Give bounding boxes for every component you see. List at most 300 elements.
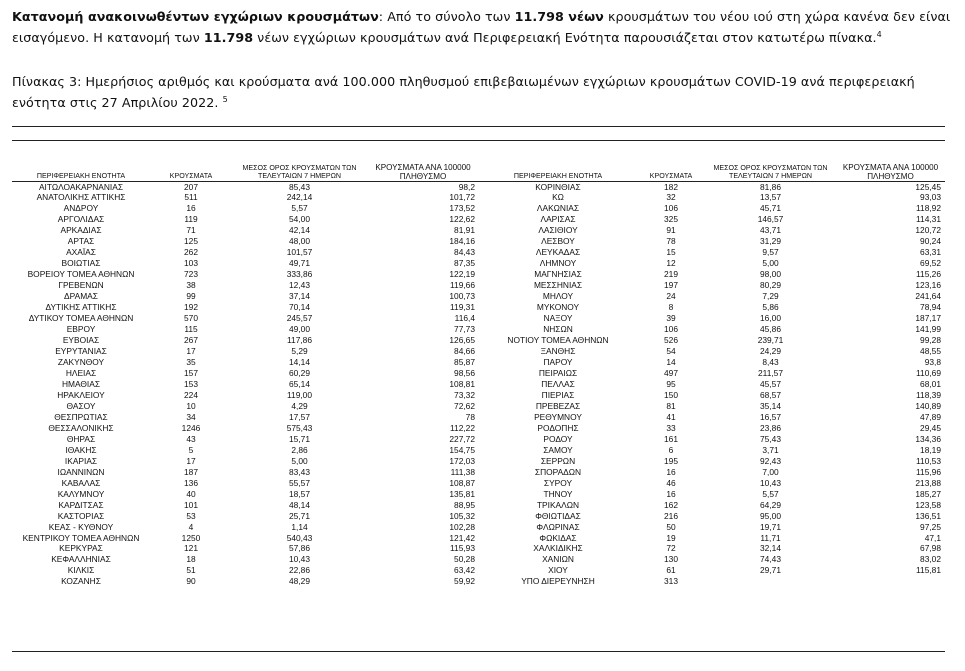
cell-per100k-right: 97,25 [920, 521, 941, 532]
cell-region-right: ΠΑΡΟΥ [543, 357, 573, 367]
intro-paragraph [12, 6, 957, 48]
cell-avg7-left: 55,57 [289, 477, 310, 488]
cell-per100k-right: 29,45 [920, 422, 941, 433]
cell-region-left: ΓΡΕΒΕΝΩΝ [58, 280, 104, 291]
cell-cases-left: 34 [186, 411, 196, 422]
cell-region-left: ΒΟΙΩΤΙΑΣ [61, 258, 101, 269]
cell-cases-left: 267 [184, 335, 198, 346]
cell-per100k-left: 121,42 [449, 532, 475, 543]
cell-region-right: ΜΥΚΟΝΟΥ [536, 302, 580, 313]
cell-cases-right: 497 [664, 367, 678, 378]
cell-avg7-left: 54,00 [289, 214, 310, 225]
cell-avg7-left: 117,86 [287, 335, 312, 346]
cell-avg7-left: 5,57 [291, 203, 308, 214]
cell-avg7-right: 23,86 [760, 422, 781, 433]
cell-region-left: ΘΕΣΠΡΩΤΙΑΣ [54, 411, 108, 422]
cell-cases-left: 262 [184, 247, 198, 258]
cell-avg7-left: 101,57 [286, 247, 313, 258]
cell-region-right: ΝΑΞΟΥ [543, 313, 573, 324]
cell-per100k-right: 118,92 [916, 203, 941, 214]
cell-per100k-left: 122,19 [449, 269, 475, 280]
cell-avg7-right [705, 576, 836, 587]
cell-cases-left: 38 [186, 280, 196, 291]
cell-per100k-left: 119,66 [450, 280, 475, 291]
cell-per100k-left: 115,93 [450, 543, 475, 554]
cell-avg7-right: 92,43 [760, 455, 781, 466]
cell-per100k-left: 72,62 [454, 400, 475, 411]
cell-per100k-left: 126,65 [449, 335, 475, 346]
cell-region-right: ΧΑΝΙΩΝ [542, 554, 574, 565]
cell-cases-right: 313 [664, 576, 678, 587]
cell-region-right: ΦΩΚΙΔΑΣ [539, 532, 577, 543]
cell-cases-left: 71 [186, 225, 196, 236]
cell-cases-right: 8 [668, 302, 674, 313]
table-row [12, 467, 945, 478]
cell-per100k-right: 47,1 [924, 532, 941, 543]
cell-avg7-left: 5,00 [291, 455, 308, 466]
cell-region-left: ΗΛΕΙΑΣ [65, 367, 97, 378]
cell-cases-left: 125 [184, 236, 198, 247]
table-row [12, 203, 945, 214]
cell-avg7-right: 43,71 [760, 225, 781, 236]
cell-avg7-left: 333,86 [286, 269, 313, 280]
cell-avg7-left: 65,14 [289, 378, 310, 389]
cell-avg7-right: 13,57 [760, 192, 781, 203]
cell-region-left: ΕΥΒΟΙΑΣ [62, 335, 100, 346]
cell-avg7-left: 48,29 [289, 576, 310, 587]
cell-avg7-right: 9,57 [762, 247, 779, 258]
cell-region-left: ΘΗΡΑΣ [66, 433, 96, 444]
cell-avg7-left: 60,29 [289, 367, 310, 378]
cell-avg7-left: 17,57 [289, 411, 310, 422]
cell-per100k-left: 119,31 [450, 302, 475, 313]
cell-per100k-left: 108,81 [449, 378, 475, 389]
cell-per100k-left: 78 [465, 411, 475, 422]
cell-per100k-left: 227,72 [449, 433, 475, 444]
table-row [12, 214, 945, 225]
cell-region-right: ΡΟΔΟΥ [543, 433, 573, 444]
cell-avg7-left: 18,57 [289, 488, 310, 499]
cell-region-right: ΡΟΔΟΠΗΣ [537, 422, 579, 433]
cell-per100k-right: 78,94 [920, 302, 941, 313]
cell-avg7-right: 68,57 [760, 389, 781, 400]
cell-avg7-right: 16,00 [760, 313, 781, 324]
cell-per100k-left: 59,92 [454, 576, 475, 587]
cell-region-right: ΝΟΤΙΟΥ ΤΟΜΕΑ ΑΘΗΝΩΝ [507, 335, 609, 346]
cell-avg7-left: 540,43 [286, 532, 313, 543]
table-row [12, 456, 945, 467]
intro-text-1: : Από το σύνολο των [378, 9, 515, 24]
cell-cases-right: 91 [666, 225, 676, 236]
cell-cases-left: 103 [184, 258, 198, 269]
cell-avg7-left: 48,14 [289, 499, 310, 510]
cell-per100k-right: 136,51 [915, 510, 941, 521]
cell-per100k-left: 85,87 [454, 357, 475, 367]
cell-per100k-right: 141,99 [915, 324, 941, 335]
header-cases-left: ΚΡΟΥΣΜΑΤΑ [150, 159, 232, 181]
header-cases-right: ΚΡΟΥΣΜΑΤΑ [637, 159, 705, 181]
table-row [12, 434, 945, 445]
cell-avg7-left: 4,29 [291, 400, 308, 411]
cell-cases-right: 526 [664, 335, 678, 346]
cell-per100k-right: 18,19 [920, 444, 941, 455]
cell-cases-left: 4 [188, 521, 194, 532]
cell-cases-left: 10 [186, 400, 196, 411]
cell-per100k-left: 173,52 [449, 203, 475, 214]
cell-per100k-left: 84,43 [454, 247, 475, 258]
cell-avg7-right: 16,57 [760, 411, 781, 422]
cell-cases-right: 19 [666, 532, 676, 543]
cell-avg7-left: 14,14 [289, 357, 310, 367]
cell-cases-right: 32 [666, 192, 676, 203]
cell-avg7-right: 80,29 [760, 280, 781, 291]
table-row [12, 478, 945, 489]
cell-avg7-left: 22,86 [289, 565, 310, 576]
cell-avg7-left: 49,71 [289, 258, 310, 269]
cell-cases-right: 54 [666, 346, 676, 357]
cell-avg7-left: 575,43 [286, 422, 313, 433]
cell-cases-left: 119 [184, 214, 198, 225]
cell-region-left: ΚΕΦΑΛΛΗΝΙΑΣ [51, 554, 111, 565]
cell-cases-right: 106 [664, 203, 678, 214]
table-row [12, 533, 945, 544]
table-row [12, 543, 945, 554]
cell-region-right: ΛΑΚΩΝΙΑΣ [536, 203, 580, 214]
table-row [12, 346, 945, 357]
cell-cases-right: 39 [666, 313, 676, 324]
cell-cases-left: 224 [184, 389, 198, 400]
cell-avg7-left: 83,43 [289, 466, 310, 477]
cell-avg7-left: 48,00 [289, 236, 310, 247]
cell-region-left: ΚΙΛΚΙΣ [67, 565, 95, 576]
cell-cases-right: 219 [664, 269, 678, 280]
cell-per100k-left: 172,03 [449, 455, 475, 466]
cell-per100k-left: 135,81 [449, 488, 475, 499]
table-row [12, 258, 945, 269]
cell-per100k-left: 108,87 [449, 477, 475, 488]
cell-avg7-right: 5,57 [762, 488, 779, 499]
cell-avg7-right: 31,29 [760, 236, 781, 247]
cell-avg7-right: 11,71 [760, 532, 781, 543]
cell-cases-left: 43 [186, 433, 196, 444]
cell-cases-right: 130 [664, 554, 678, 565]
table-row [12, 291, 945, 302]
cell-cases-left: 90 [186, 576, 196, 587]
cell-region-left: ΑΝΔΡΟΥ [63, 203, 99, 214]
cell-avg7-right: 74,43 [760, 554, 781, 565]
table-row [12, 335, 945, 346]
cell-cases-right: 15 [666, 247, 676, 258]
cell-per100k-left: 87,35 [454, 258, 475, 269]
table-row [12, 500, 945, 511]
cell-avg7-right: 211,57 [758, 367, 783, 378]
table-row [12, 522, 945, 533]
cell-region-left: ΙΚΑΡΙΑΣ [64, 455, 98, 466]
cell-per100k-right: 213,88 [915, 477, 941, 488]
cell-region-left: ΙΘΑΚΗΣ [65, 444, 97, 455]
table-row [12, 225, 945, 236]
cell-per100k-right: 93,8 [924, 357, 941, 367]
cell-avg7-left: 119,00 [287, 389, 312, 400]
cell-region-left: ΕΒΡΟΥ [66, 324, 96, 335]
cell-per100k-right: 110,53 [916, 455, 941, 466]
cell-avg7-left: 245,57 [286, 313, 313, 324]
cell-per100k-left: 84,66 [454, 346, 475, 357]
cell-region-left: ΚΟΖΑΝΗΣ [61, 576, 101, 587]
cell-per100k-left: 154,75 [449, 444, 475, 455]
cell-cases-right: 81 [666, 400, 676, 411]
table-row [12, 357, 945, 368]
cell-region-right: ΛΗΜΝΟΥ [539, 258, 577, 269]
cell-per100k-right: 115,81 [916, 565, 941, 576]
cell-per100k-right: 123,58 [915, 499, 941, 510]
cell-cases-right: 325 [664, 214, 678, 225]
cell-avg7-right: 5,86 [762, 302, 779, 313]
cell-per100k-left: 98,56 [454, 367, 475, 378]
cell-per100k-right: 67,98 [920, 543, 941, 554]
cell-cases-right: 16 [666, 488, 676, 499]
cell-region-left: ΕΥΡΥΤΑΝΙΑΣ [55, 346, 107, 357]
cell-region-left: ΔΥΤΙΚΟΥ ΤΟΜΕΑ ΑΘΗΝΩΝ [28, 313, 134, 324]
header-per100k-left: ΚΡΟΥΣΜΑΤΑ ΑΝΑ 100000 ΠΛΗΘΥΣΜΟ [367, 159, 479, 181]
cell-per100k-left: 73,32 [454, 389, 475, 400]
cell-region-right: ΦΘΙΩΤΙΔΑΣ [535, 510, 581, 521]
cell-region-left: ΑΧΑΪΑΣ [66, 247, 96, 258]
cell-cases-right: 14 [666, 357, 676, 367]
cell-avg7-right: 7,29 [762, 291, 779, 302]
cell-avg7-left: 25,71 [289, 510, 310, 521]
cell-region-right: ΜΗΛΟΥ [542, 291, 574, 302]
cell-per100k-right: 115,96 [916, 466, 941, 477]
cell-region-left: ΙΩΑΝΝΙΝΩΝ [57, 466, 105, 477]
cell-avg7-right: 81,86 [760, 181, 781, 192]
cell-region-left: ΔΥΤΙΚΗΣ ΑΤΤΙΚΗΣ [45, 302, 117, 313]
cell-cases-left: 121 [184, 543, 198, 554]
cell-avg7-right: 7,00 [762, 466, 779, 477]
cell-avg7-left: 42,14 [289, 225, 310, 236]
cell-cases-right: 106 [664, 324, 678, 335]
cell-region-right: ΦΛΩΡΙΝΑΣ [536, 521, 580, 532]
cell-region-left: ΚΑΣΤΟΡΙΑΣ [57, 510, 105, 521]
cell-cases-left: 153 [184, 378, 198, 389]
cell-avg7-right: 8,43 [762, 357, 779, 367]
cell-per100k-left: 100,73 [449, 291, 475, 302]
cell-cases-left: 18 [186, 554, 196, 565]
cell-region-right: ΛΕΣΒΟΥ [541, 236, 575, 247]
cell-avg7-right: 98,00 [760, 269, 781, 280]
cell-per100k-right: 185,27 [915, 488, 941, 499]
cell-region-right: ΣΑΜΟΥ [543, 444, 573, 455]
cell-avg7-left: 242,14 [286, 192, 313, 203]
cell-cases-right: 61 [666, 565, 676, 576]
cell-region-right: ΛΕΥΚΑΔΑΣ [535, 247, 581, 258]
cell-region-right: ΤΗΝΟΥ [543, 488, 573, 499]
header-avg7-right: ΜΕΣΟΣ ΟΡΟΣ ΚΡΟΥΣΜΑΤΩΝ ΤΩΝ ΤΕΛΕΥΤΑΙΩΝ 7 ΗΜΕΡΩΝ [705, 159, 836, 181]
cell-per100k-left: 122,62 [449, 214, 475, 225]
cell-avg7-right: 75,43 [760, 433, 781, 444]
cell-per100k-right: 120,72 [915, 225, 941, 236]
cell-per100k-right: 125,45 [915, 181, 941, 192]
table-row [12, 313, 945, 324]
cell-region-right: ΛΑΣΙΘΙΟΥ [538, 225, 578, 236]
cell-per100k-right: 47,89 [920, 411, 941, 422]
cell-per100k-left: 63,42 [454, 565, 475, 576]
cell-per100k-right: 241,64 [915, 291, 941, 302]
caption-text: Πίνακας 3: Ημερήσιος αριθμός και κρούσματα ανά 100.000 πληθυσμού επιβεβαιωμένων εγχώριων κρουσμάτων COVID-19 ανά περιφερειακή ενότητα στις 27 Απριλίου 2022. [12, 74, 915, 110]
table-row [12, 489, 945, 500]
cell-per100k-right: 83,02 [920, 554, 941, 565]
cell-region-left: ΚΕΝΤΡΙΚΟΥ ΤΟΜΕΑ ΑΘΗΝΩΝ [22, 532, 140, 543]
table-row [12, 236, 945, 247]
table-header-row [12, 159, 945, 181]
cell-cases-right: 197 [664, 280, 678, 291]
cell-per100k-left: 102,28 [449, 521, 475, 532]
table-row [12, 445, 945, 456]
table-row [12, 401, 945, 412]
cell-cases-right: 50 [666, 521, 676, 532]
cell-avg7-right: 239,71 [757, 335, 784, 346]
cell-region-right: ΠΕΙΡΑΙΩΣ [538, 367, 578, 378]
cell-cases-left: 1246 [181, 422, 201, 433]
cell-region-right: ΧΙΟΥ [548, 565, 568, 576]
cell-region-left: ΑΡΤΑΣ [67, 236, 95, 247]
cell-avg7-left: 15,71 [289, 433, 310, 444]
cell-cases-left: 157 [184, 367, 198, 378]
cell-region-right: ΛΑΡΙΣΑΣ [540, 214, 576, 225]
cell-cases-left: 115 [184, 324, 198, 335]
cell-region-right: ΚΩ [552, 192, 564, 203]
cell-cases-left: 40 [186, 488, 196, 499]
cell-cases-left: 101 [184, 499, 198, 510]
cell-avg7-left: 10,43 [289, 554, 310, 565]
cell-cases-left: 136 [184, 477, 198, 488]
cell-avg7-right: 45,86 [760, 324, 781, 335]
table-row [12, 302, 945, 313]
cell-cases-left: 207 [184, 181, 198, 192]
cell-cases-right: 24 [666, 291, 676, 302]
cell-cases-right: 216 [664, 510, 678, 521]
cell-per100k-left: 112,22 [450, 422, 475, 433]
cell-avg7-right: 35,14 [760, 400, 781, 411]
table-row [12, 565, 945, 576]
cell-cases-right: 6 [668, 444, 674, 455]
cell-region-left: ΔΡΑΜΑΣ [64, 291, 98, 302]
cell-region-left: ΒΟΡΕΙΟΥ ΤΟΜΕΑ ΑΘΗΝΩΝ [27, 269, 135, 280]
cell-per100k-right: 68,01 [920, 378, 941, 389]
cell-region-left: ΑΡΚΑΔΙΑΣ [60, 225, 102, 236]
cell-cases-left: 17 [186, 346, 196, 357]
header-per100k-right: ΚΡΟΥΣΜΑΤΑ ΑΝΑ 100000 ΠΛΗΘΥΣΜΟ [836, 159, 945, 181]
cell-region-right: ΤΡΙΚΑΛΩΝ [536, 499, 580, 510]
cell-cases-left: 35 [186, 357, 196, 367]
cell-per100k-right [836, 576, 945, 587]
intro-bold-label: Κατανομή ανακοινωθέντων εγχώριων κρουσμάτων [12, 9, 379, 24]
cell-region-right: ΞΑΝΘΗΣ [540, 346, 576, 357]
cell-cases-left: 1250 [181, 532, 201, 543]
cell-avg7-right: 3,71 [762, 444, 779, 455]
table-row [12, 192, 945, 203]
cell-region-left: ΘΑΣΟΥ [66, 400, 96, 411]
header-region-left: ΠΕΡΙΦΕΡΕΙΑΚΗ ΕΝΟΤΗΤΑ [12, 159, 150, 181]
cell-region-right: ΚΟΡΙΝΘΙΑΣ [535, 181, 581, 192]
cell-region-right: ΣΥΡΟΥ [543, 477, 573, 488]
cell-cases-left: 723 [184, 269, 198, 280]
cell-avg7-left: 2,86 [291, 444, 308, 455]
table-row [12, 390, 945, 401]
cell-cases-left: 570 [184, 313, 198, 324]
cell-region-left: ΚΑΛΥΜΝΟΥ [57, 488, 105, 499]
cell-avg7-left: 57,86 [289, 543, 310, 554]
cell-per100k-left: 116,4 [454, 313, 475, 324]
cell-cases-right: 41 [666, 411, 676, 422]
cell-region-left: ΚΑΡΔΙΤΣΑΣ [58, 499, 104, 510]
cell-cases-right: 12 [666, 258, 676, 269]
cell-per100k-right: 115,26 [916, 269, 941, 280]
cell-per100k-right: 187,17 [915, 313, 941, 324]
cell-region-left: ΘΕΣΣΑΛΟΝΙΚΗΣ [48, 422, 114, 433]
cell-region-right: ΠΡΕΒΕΖΑΣ [535, 400, 581, 411]
cell-region-left: ΗΡΑΚΛΕΙΟΥ [57, 389, 105, 400]
table-row [12, 324, 945, 335]
cell-avg7-right: 29,71 [760, 565, 781, 576]
cell-region-left: ΚΑΒΑΛΑΣ [61, 477, 101, 488]
cell-per100k-left: 88,95 [454, 499, 475, 510]
table-row [12, 368, 945, 379]
cell-per100k-left: 184,16 [449, 236, 475, 247]
cell-avg7-right: 5,00 [762, 258, 779, 269]
cell-per100k-left: 101,72 [449, 192, 475, 203]
cell-cases-right: 150 [664, 389, 678, 400]
table-row [12, 511, 945, 522]
cell-avg7-right: 146,57 [757, 214, 784, 225]
cell-cases-left: 187 [184, 466, 198, 477]
cell-cases-right: 195 [664, 455, 678, 466]
cell-region-left: ΑΝΑΤΟΛΙΚΗΣ ΑΤΤΙΚΗΣ [36, 192, 126, 203]
cell-cases-right: 78 [666, 236, 676, 247]
intro-bold-count-1: 11.798 νέων [514, 9, 604, 24]
cell-avg7-right: 95,00 [760, 510, 781, 521]
cell-per100k-right: 123,16 [915, 280, 941, 291]
cell-avg7-right: 10,43 [760, 477, 781, 488]
cell-region-right: ΜΕΣΣΗΝΙΑΣ [533, 280, 583, 291]
cell-cases-right: 162 [664, 499, 678, 510]
cell-per100k-right: 134,36 [915, 433, 941, 444]
cell-avg7-left: 70,14 [289, 302, 310, 313]
cell-cases-right: 16 [666, 466, 676, 477]
cell-per100k-right: 114,31 [916, 214, 941, 225]
cell-avg7-right: 64,29 [760, 499, 781, 510]
cases-table [12, 159, 945, 587]
cell-avg7-right: 24,29 [760, 346, 781, 357]
table-row [12, 181, 945, 192]
cell-region-left: ΚΕΑΣ - ΚΥΘΝΟΥ [48, 521, 114, 532]
table-row [12, 379, 945, 390]
cell-per100k-right: 140,89 [915, 400, 941, 411]
caption-footnote: 5 [222, 95, 228, 104]
cell-cases-left: 17 [186, 455, 196, 466]
cell-cases-right: 46 [666, 477, 676, 488]
cell-avg7-right: 19,71 [760, 521, 781, 532]
cell-region-right: ΡΕΘΥΜΝΟΥ [534, 411, 582, 422]
table-row [12, 412, 945, 423]
table-body [12, 181, 945, 587]
header-avg7-left: ΜΕΣΟΣ ΟΡΟΣ ΚΡΟΥΣΜΑΤΩΝ ΤΩΝ ΤΕΛΕΥΤΑΙΩΝ 7 ΗΜΕΡΩΝ [232, 159, 367, 181]
cell-avg7-left: 49,00 [289, 324, 310, 335]
rule-top [12, 126, 945, 127]
table-row [12, 269, 945, 280]
cell-per100k-right: 63,31 [920, 247, 941, 258]
cell-region-left: ΑΡΓΟΛΙΔΑΣ [57, 214, 105, 225]
